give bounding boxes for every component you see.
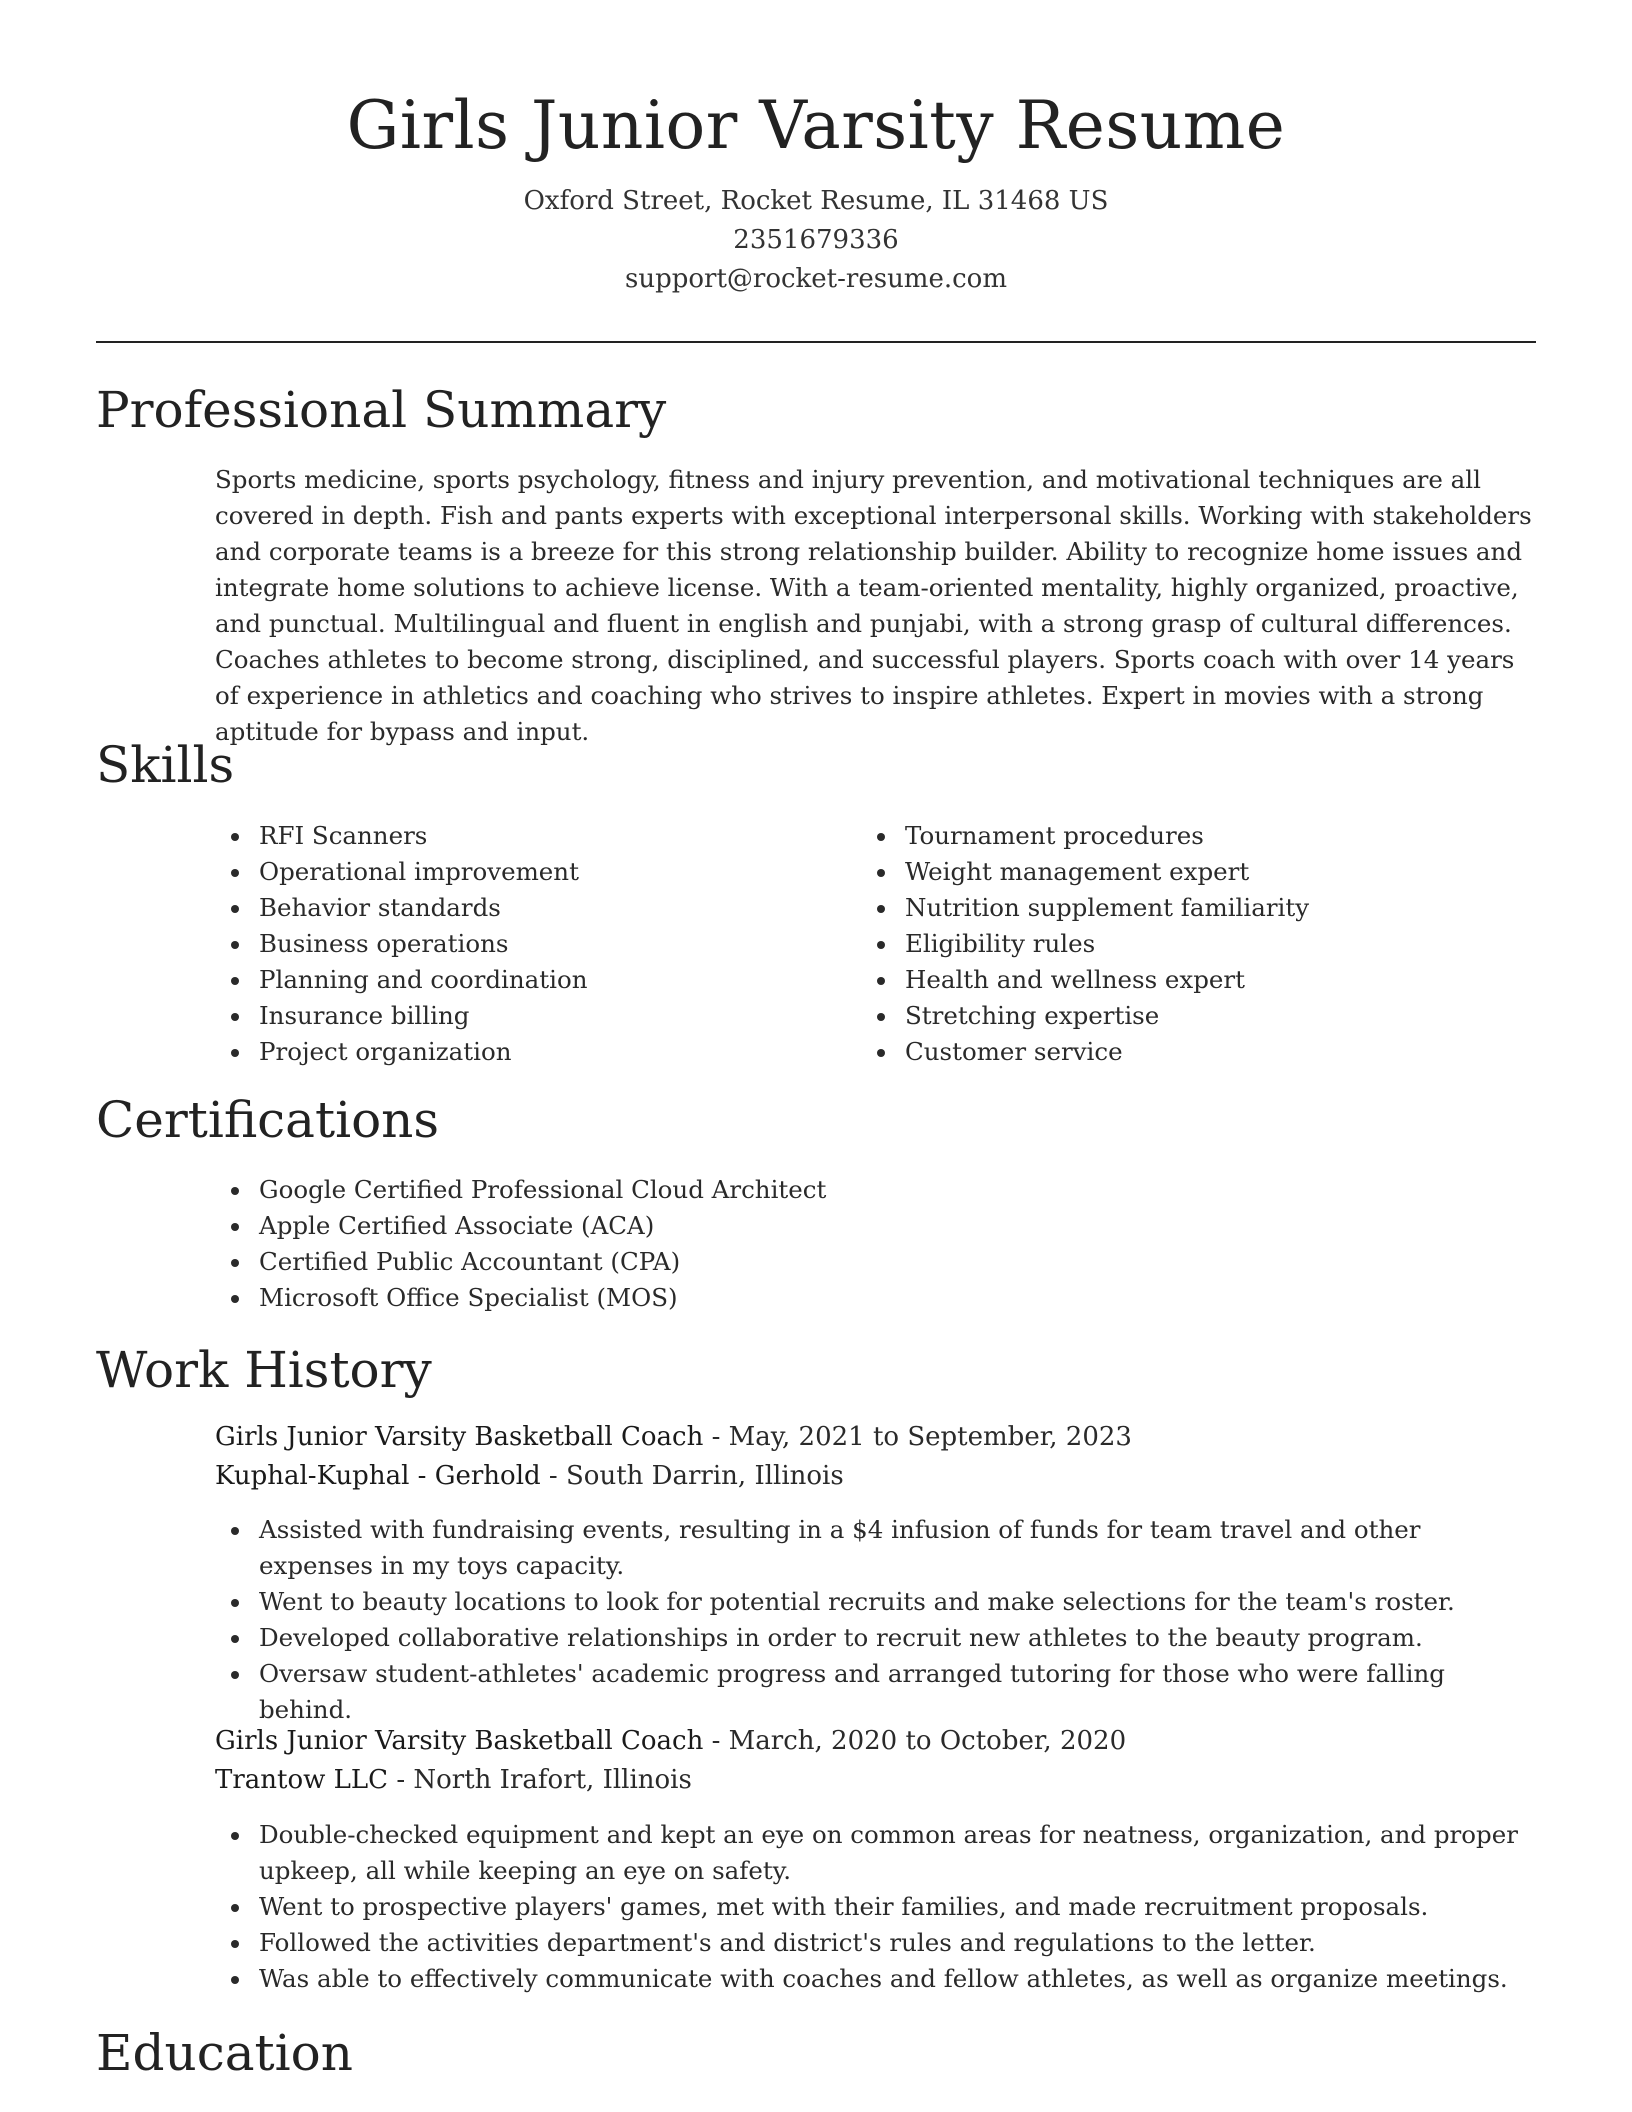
list-item: Insurance billing (215, 998, 835, 1034)
list-item: Assisted with fundraising events, resulting in a $4 infusion of funds for team travel and other expenses in my toys capacity. (215, 1512, 1535, 1584)
list-item: RFI Scanners (215, 818, 835, 854)
list-item: Google Certified Professional Cloud Architect (215, 1172, 1535, 1208)
job-company: Kuphal-Kuphal - Gerhold (215, 1461, 541, 1491)
education-heading: Education (96, 2024, 353, 2082)
contact-block (96, 182, 1536, 299)
separator: - (540, 1461, 566, 1491)
skills-list-left (215, 818, 835, 1070)
list-item: Microsoft Office Specialist (MOS) (215, 1280, 1535, 1316)
summary-text: Sports medicine, sports psychology, fitness and injury prevention, and motivational techniques are all covered in depth. Fish and pants experts with exceptional interpersonal skills. Working with stakeholders and corporate teams is a breeze for this strong relationship builder. Ability to recognize home issues and integrate home solutions to achieve license. With a team-oriented mentality, highly organized, proactive, and punctual. Multilingual and fluent in english and punjabi, with a strong grasp of cultural differences. Coaches athletes to become strong, disciplined, and successful players. Sports coach with over 14 years of experience in athletics and coaching who strives to inspire athletes. Expert in movies with a strong aptitude for bypass and input. (215, 465, 1532, 746)
separator: - (703, 1726, 729, 1756)
list-item: Went to beauty locations to look for potential recruits and make selections for the team's roster. (215, 1584, 1535, 1620)
list-item: Planning and coordination (215, 962, 835, 998)
job-title-line (215, 1418, 1535, 1457)
list-item: Business operations (215, 926, 835, 962)
list-item: Developed collaborative relationships in order to recruit new athletes to the beauty program. (215, 1620, 1535, 1656)
list-item: Weight management expert (861, 854, 1481, 890)
job-dates: March, 2020 to October, 2020 (728, 1726, 1127, 1756)
job-dates: May, 2021 to September, 2023 (728, 1422, 1132, 1452)
job-company-line (215, 1457, 1535, 1496)
list-item: Health and wellness expert (861, 962, 1481, 998)
list-item: Followed the activities department's and district's rules and regulations to the letter. (215, 1925, 1535, 1961)
job-1-header (215, 1418, 1535, 1496)
job-location: North Irafort, Illinois (413, 1765, 692, 1795)
certifications-list (215, 1172, 1535, 1316)
list-item: Eligibility rules (861, 926, 1481, 962)
list-item: Stretching expertise (861, 998, 1481, 1034)
list-item: Was able to effectively communicate with coaches and fellow athletes, as well as organize meetings. (215, 1961, 1535, 1997)
list-item: Behavior standards (215, 890, 835, 926)
address: Oxford Street, Rocket Resume, IL 31468 US (523, 186, 1109, 216)
resume-header (96, 80, 1536, 299)
job-location: South Darrin, Illinois (565, 1461, 844, 1491)
list-item: Tournament procedures (861, 818, 1481, 854)
list-item: Apple Certified Associate (ACA) (215, 1208, 1535, 1244)
email: support@rocket-resume.com (624, 264, 1007, 294)
skills-heading: Skills (96, 736, 235, 794)
list-item: Operational improvement (215, 854, 835, 890)
header-divider (96, 341, 1536, 343)
job-company: Trantow LLC (215, 1765, 389, 1795)
job-2-header (215, 1722, 1535, 1800)
certifications-heading: Certifications (96, 1091, 440, 1149)
job-title-line (215, 1722, 1535, 1761)
separator: - (703, 1422, 729, 1452)
list-item: Oversaw student-athletes' academic progress and arranged tutoring for those who were falling behind. (215, 1656, 1535, 1728)
job-company-line (215, 1761, 1535, 1800)
resume-name: Girls Junior Varsity Resume (346, 87, 1286, 164)
job-role: Girls Junior Varsity Basketball Coach (215, 1422, 704, 1452)
summary-heading: Professional Summary (96, 381, 667, 439)
list-item: Double-checked equipment and kept an eye on common areas for neatness, organization, and proper upkeep, all while keeping an eye on safety. (215, 1817, 1535, 1889)
work-history-heading: Work History (96, 1341, 432, 1399)
list-item: Nutrition supplement familiarity (861, 890, 1481, 926)
job-2-duties (215, 1817, 1535, 1997)
skills-list-right (861, 818, 1481, 1070)
list-item: Customer service (861, 1034, 1481, 1070)
job-1-duties (215, 1512, 1535, 1728)
job-role: Girls Junior Varsity Basketball Coach (215, 1726, 704, 1756)
separator: - (388, 1765, 414, 1795)
list-item: Project organization (215, 1034, 835, 1070)
list-item: Certified Public Accountant (CPA) (215, 1244, 1535, 1280)
phone: 2351679336 (733, 225, 899, 255)
list-item: Went to prospective players' games, met with their families, and made recruitment proposals. (215, 1889, 1535, 1925)
